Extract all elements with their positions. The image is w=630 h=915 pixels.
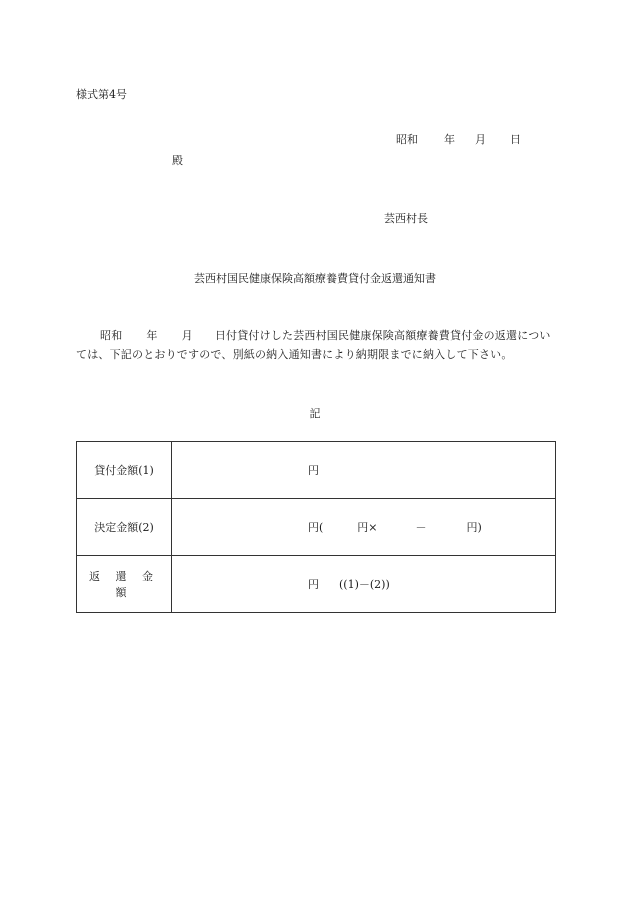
- body-paragraph: [76, 326, 554, 364]
- amount-table: [76, 441, 556, 613]
- body-month: 月: [181, 329, 193, 342]
- row-value: [172, 556, 556, 613]
- decided-yen: 円(: [308, 521, 324, 534]
- form-number: 様式第4号: [76, 88, 127, 101]
- issuer: 芸西村長: [384, 212, 428, 225]
- row-label: 貸付金額(1): [77, 442, 172, 499]
- document-title: 芸西村国民健康保険高額療養費貸付金返還通知書: [194, 272, 436, 285]
- body-year: 年: [146, 329, 158, 342]
- row-label: 決定金額(2): [77, 499, 172, 556]
- row-value: [172, 499, 556, 556]
- loan-yen: 円: [308, 464, 319, 477]
- date-month: 月: [475, 133, 486, 146]
- date-day: 日: [510, 133, 521, 146]
- decided-unit-yen: 円×: [357, 521, 378, 534]
- date-year: 年: [444, 133, 455, 146]
- decided-minus: －: [415, 521, 427, 534]
- addressee-suffix: 殿: [172, 154, 183, 167]
- table-row: [77, 442, 556, 499]
- row-label: 返 還 金 額: [77, 556, 172, 613]
- date-line: [396, 131, 521, 147]
- return-formula: ((1)－(2)): [339, 578, 390, 591]
- body-era: 昭和: [100, 329, 123, 342]
- date-era: 昭和: [396, 133, 418, 146]
- body-text: 日付貸付けした芸西村国民健康保険高額療養費貸付金の返還については、下記のとおりですので、別紙の納入通知書により納期限までに納入して下さい。: [76, 329, 551, 361]
- table-row: [77, 499, 556, 556]
- decided-close: 円): [466, 521, 482, 534]
- ki-heading: 記: [309, 407, 321, 420]
- return-yen: 円: [308, 578, 319, 591]
- table-row: [77, 556, 556, 613]
- row-value: [172, 442, 556, 499]
